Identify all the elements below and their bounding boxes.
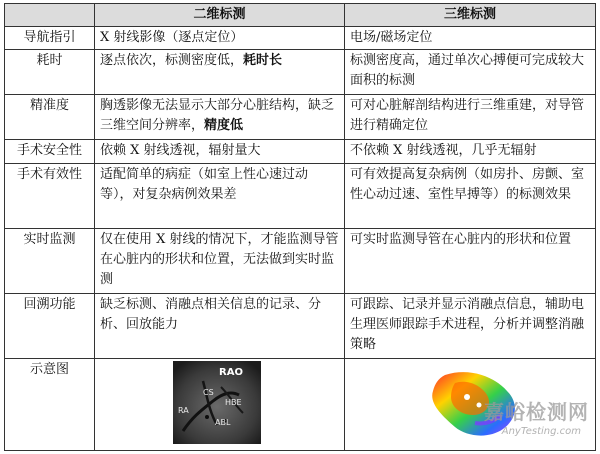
- watermark: [484, 402, 589, 442]
- cell-text: 胸透影像无法显示大部分心脏结构，缺乏三维空间分辨率，: [100, 98, 335, 134]
- row-label: 精准度: [5, 95, 95, 140]
- cell-3d-image: [345, 359, 596, 451]
- cell-2d: 依赖 X 射线透视，辐射量大: [95, 140, 345, 163]
- cell-3d: 不依赖 X 射线透视，几乎无辐射: [345, 140, 596, 163]
- cell-2d: 适配简单的病症（如室上性心速过动等），对复杂病例效果差: [95, 163, 345, 228]
- cell-bold-text: 精度低: [204, 118, 244, 134]
- row-label: 手术安全性: [5, 140, 95, 163]
- header-blank: [5, 4, 95, 27]
- table-row: [5, 50, 596, 95]
- label-ra: RA: [178, 406, 189, 416]
- cell-2d: [95, 95, 345, 140]
- row-label: 耗时: [5, 50, 95, 95]
- cell-2d: 缺乏标测、消融点相关信息的记录、分析、回放能力: [95, 294, 345, 359]
- label-abl: ABL: [215, 418, 231, 428]
- label-hbe: HBE: [225, 398, 242, 408]
- cell-3d: 电场/磁场定位: [345, 27, 596, 50]
- table-row: [5, 27, 596, 50]
- watermark-en: AnyTesting.com: [501, 426, 581, 437]
- header-2d: 二维标测: [95, 4, 345, 27]
- table-row: [5, 140, 596, 163]
- cell-3d: 可跟踪、记录并显示消融点信息，辅助电生理医师跟踪手术进程，分析并调整消融策略: [345, 294, 596, 359]
- fluoroscopy-image: [173, 361, 261, 444]
- label-cs: CS: [203, 388, 214, 398]
- row-label: 实时监测: [5, 228, 95, 293]
- row-label: 手术有效性: [5, 163, 95, 228]
- table-row: [5, 163, 596, 228]
- cell-3d: 可对心脏解剖结构进行三维重建，对导管进行精确定位: [345, 95, 596, 140]
- cell-3d: 可有效提高复杂病例（如房扑、房颤、室性心动过速、室性早搏等）的标测效果: [345, 163, 596, 228]
- table-row: [5, 359, 596, 451]
- table-row: [5, 294, 596, 359]
- cell-2d: 仅在使用 X 射线的情况下，才能监测导管在心脏内的形状和位置，无法做到实时监测: [95, 228, 345, 293]
- table-row: [5, 95, 596, 140]
- watermark-cn: 嘉峪检测网: [484, 400, 589, 424]
- header-row: [5, 4, 596, 27]
- cell-3d: 标测密度高，通过单次心搏便可完成较大面积的标测: [345, 50, 596, 95]
- row-label: 回溯功能: [5, 294, 95, 359]
- cell-3d: 可实时监测导管在心脏内的形状和位置: [345, 228, 596, 293]
- header-3d: 三维标测: [345, 4, 596, 27]
- label-rao: RAO: [219, 367, 243, 379]
- cell-2d: X 射线影像（逐点定位）: [95, 27, 345, 50]
- cell-bold-text: 耗时长: [243, 53, 283, 69]
- cell-text: 逐点依次，标测密度低，: [100, 53, 244, 69]
- row-label: 示意图: [5, 359, 95, 451]
- cell-2d: [95, 50, 345, 95]
- cell-2d-image: [95, 359, 345, 451]
- comparison-table: [4, 3, 596, 451]
- row-label: 导航指引: [5, 27, 95, 50]
- table-row: [5, 228, 596, 293]
